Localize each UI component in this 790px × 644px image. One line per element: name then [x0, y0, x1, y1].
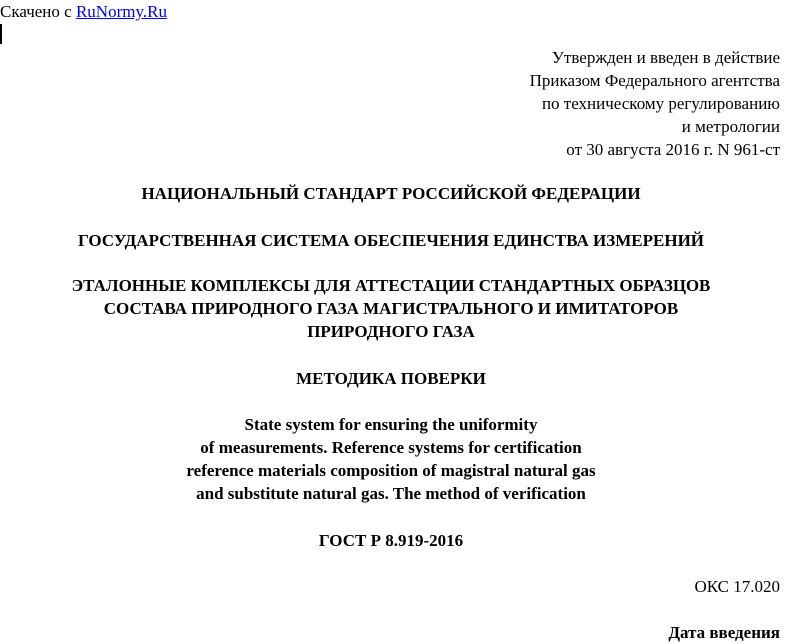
english-title: [0, 413, 782, 505]
title-line: СОСТАВА ПРИРОДНОГО ГАЗА МАГИСТРАЛЬНОГО И ИМИТАТОРОВ: [103, 299, 679, 318]
english-title-line: State system for ensuring the uniformity: [244, 415, 538, 434]
approval-line: от 30 августа 2016 г. N 961-ст: [566, 140, 780, 159]
english-title-line: reference materials composition of magistral natural gas: [186, 461, 596, 480]
english-title-line: and substitute natural gas. The method of verification: [196, 484, 586, 503]
standard-designation: ГОСТ Р 8.919-2016: [318, 531, 464, 550]
text-cursor: [0, 24, 2, 44]
approval-block: [360, 46, 780, 161]
approval-line: Утвержден и введен в действие: [551, 48, 780, 67]
title-line: ЭТАЛОННЫЕ КОМПЛЕКСЫ ДЛЯ АТТЕСТАЦИИ СТАНДАРТНЫХ ОБРАЗЦОВ: [71, 276, 711, 295]
method-heading: МЕТОДИКА ПОВЕРКИ: [296, 369, 486, 388]
approval-line: Приказом Федерального агентства: [529, 71, 780, 90]
national-standard-heading: НАЦИОНАЛЬНЫЙ СТАНДАРТ РОССИЙСКОЙ ФЕДЕРАЦИИ: [141, 184, 641, 203]
approval-line: по техническому регулированию: [541, 94, 780, 113]
source-link[interactable]: RuNormy.Ru: [75, 2, 167, 21]
state-system-heading: ГОСУДАРСТВЕННАЯ СИСТЕМА ОБЕСПЕЧЕНИЯ ЕДИНСТВА ИЗМЕРЕНИЙ: [77, 231, 705, 250]
source-prefix: Скачено с: [0, 2, 76, 21]
oks-code: ОКС 17.020: [694, 577, 780, 596]
approval-line: и метрологии: [681, 117, 780, 136]
english-title-line: of measurements. Reference systems for certification: [200, 438, 582, 457]
title-line: ПРИРОДНОГО ГАЗА: [307, 322, 475, 341]
source-line: [0, 2, 167, 22]
document-title: [0, 274, 782, 343]
intro-date-label: Дата введения: [668, 623, 780, 642]
